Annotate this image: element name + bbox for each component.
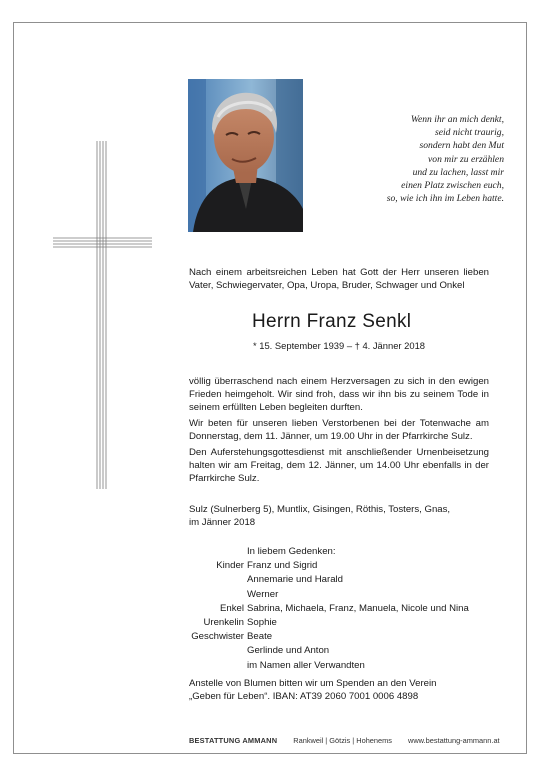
poem-line: seid nicht traurig, — [434, 127, 504, 139]
mourner-names: Beate — [247, 631, 273, 643]
mourner-names: In liebem Gedenken: — [247, 546, 336, 557]
poem-line: einen Platz zwischen euch, — [401, 180, 504, 192]
mourner-names: Franz und Sigrid — [247, 560, 318, 572]
place-line: Sulz (Sulnerberg 5), Muntlix, Gisingen, Röthis, Tosters, Gnas, — [189, 504, 451, 515]
donation-line: Anstelle von Blumen bitten wir um Spenden an den Verein — [189, 678, 437, 689]
mourner-role — [160, 573, 247, 587]
life-dates: * 15. September 1939 – † 4. Jänner 2018 — [253, 340, 426, 351]
place-and-date — [189, 503, 489, 529]
mourner-role: Geschwister — [191, 631, 244, 643]
mourners-list — [160, 545, 469, 673]
poem-line: Wenn ihr an mich denkt, — [410, 114, 504, 125]
date-line: im Jänner 2018 — [189, 517, 256, 528]
mourner-names: Werner — [247, 588, 279, 600]
poem-line: so, wie ich ihn im Leben hatte. — [386, 193, 504, 205]
mourner-row — [160, 644, 469, 658]
paragraph-passing: völlig überraschend nach einem Herzversagen zu sich in den ewigen Frieden heimgeholt. Wir sind froh, dass wir ihn bis zu seinem Tode in seinem erfüllten Leben begleiten durften. — [189, 376, 489, 413]
intro-text: Nach einem arbeitsreichen Leben hat Gott der Herr unseren lieben Vater, Schwiegervater, Opa, Uropa, Bruder, Schwager und Onkel — [189, 267, 489, 291]
mourner-role: Enkel — [220, 602, 244, 614]
paragraph-funeral: Den Auferstehungsgottesdienst mit anschließender Urnenbeisetzung halten wir am Freitag, dem 12. Jänner, um 14.00 Uhr ebenfalls in der Pfarrkirche Sulz. — [189, 447, 489, 484]
mourner-row — [160, 545, 469, 559]
iban-line: „Geben für Leben“. IBAN: AT39 2060 7001 0006 4898 — [189, 691, 419, 702]
brand-first: BESTATTUNG — [189, 736, 241, 745]
mourner-names: Sophie — [247, 617, 277, 629]
mourner-names: Sabrina, Michaela, Franz, Manuela, Nicole und Nina — [247, 602, 469, 614]
mourner-row — [160, 588, 469, 602]
mourner-role — [160, 588, 247, 602]
mourner-names: im Namen aller Verwandten — [247, 659, 365, 671]
mourner-row — [160, 616, 469, 630]
portrait-photo — [188, 79, 303, 232]
deceased-name: Herrn Franz Senkl — [252, 311, 412, 332]
mourner-row — [160, 559, 469, 573]
mourner-role — [160, 545, 247, 559]
poem-line: sondern habt den Mut — [419, 140, 504, 152]
poem-line: und zu lachen, lasst mir — [412, 166, 504, 178]
poem-line: von mir zu erzählen — [428, 153, 504, 165]
brand-second: AMMANN — [242, 736, 278, 745]
mourner-row — [160, 630, 469, 644]
mourner-names: Gerlinde und Anton — [247, 645, 330, 657]
mourner-row — [160, 659, 469, 673]
mourner-role: Kinder — [216, 560, 244, 572]
mourner-row — [160, 573, 469, 587]
mourner-role: Urenkelin — [203, 617, 244, 629]
footer — [189, 736, 500, 745]
mourner-row — [160, 602, 469, 616]
mourner-role — [160, 659, 247, 673]
brand-name — [189, 736, 277, 745]
paragraph-wake: Wir beten für unseren lieben Verstorbenen bei der Totenwache am Donnerstag, dem 11. Jänner, um 19.00 Uhr in der Pfarrkirche Sulz. — [189, 418, 489, 442]
mourner-role — [160, 644, 247, 658]
footer-website[interactable]: www.bestattung-ammann.at — [408, 736, 500, 745]
footer-locations: Rankweil | Götzis | Hohenems — [293, 736, 392, 745]
donation-note — [189, 677, 509, 703]
mourner-names: Annemarie und Harald — [247, 574, 343, 586]
poem — [320, 113, 504, 205]
